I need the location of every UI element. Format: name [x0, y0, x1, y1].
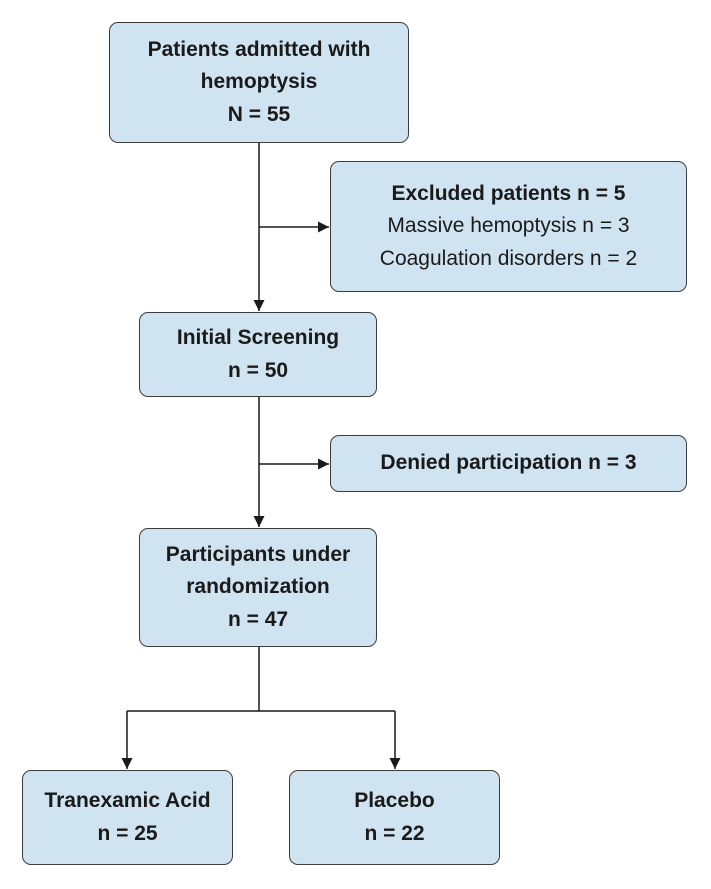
randomization-title-line2: randomization: [186, 575, 330, 599]
initial-screening-box: [139, 312, 377, 397]
excluded-patients-box: [330, 161, 687, 292]
excluded-reason-massive-hemoptysis: Massive hemoptysis n = 3: [387, 214, 630, 238]
screening-title: Initial Screening: [176, 325, 340, 349]
admitted-count: N = 55: [227, 102, 291, 126]
randomization-count: n = 47: [227, 607, 289, 631]
tranexamic-title: Tranexamic Acid: [44, 788, 211, 812]
denied-title: Denied participation n = 3: [380, 451, 637, 475]
admitted-title-line1: Patients admitted with: [147, 37, 371, 61]
denied-participation-box: [330, 435, 687, 492]
tranexamic-acid-box: [22, 770, 233, 865]
admitted-patients-box: [109, 22, 409, 143]
screening-count: n = 50: [227, 358, 289, 382]
randomization-title-line1: Participants under: [165, 542, 351, 566]
excluded-title: Excluded patients n = 5: [391, 181, 626, 205]
placebo-title: Placebo: [354, 788, 435, 812]
tranexamic-count: n = 25: [97, 821, 158, 845]
placebo-box: [289, 770, 500, 865]
placebo-count: n = 22: [364, 821, 425, 845]
admitted-title-line2: hemoptysis: [200, 70, 318, 94]
excluded-reason-coagulation: Coagulation disorders n = 2: [379, 246, 638, 270]
randomization-box: [139, 528, 377, 647]
